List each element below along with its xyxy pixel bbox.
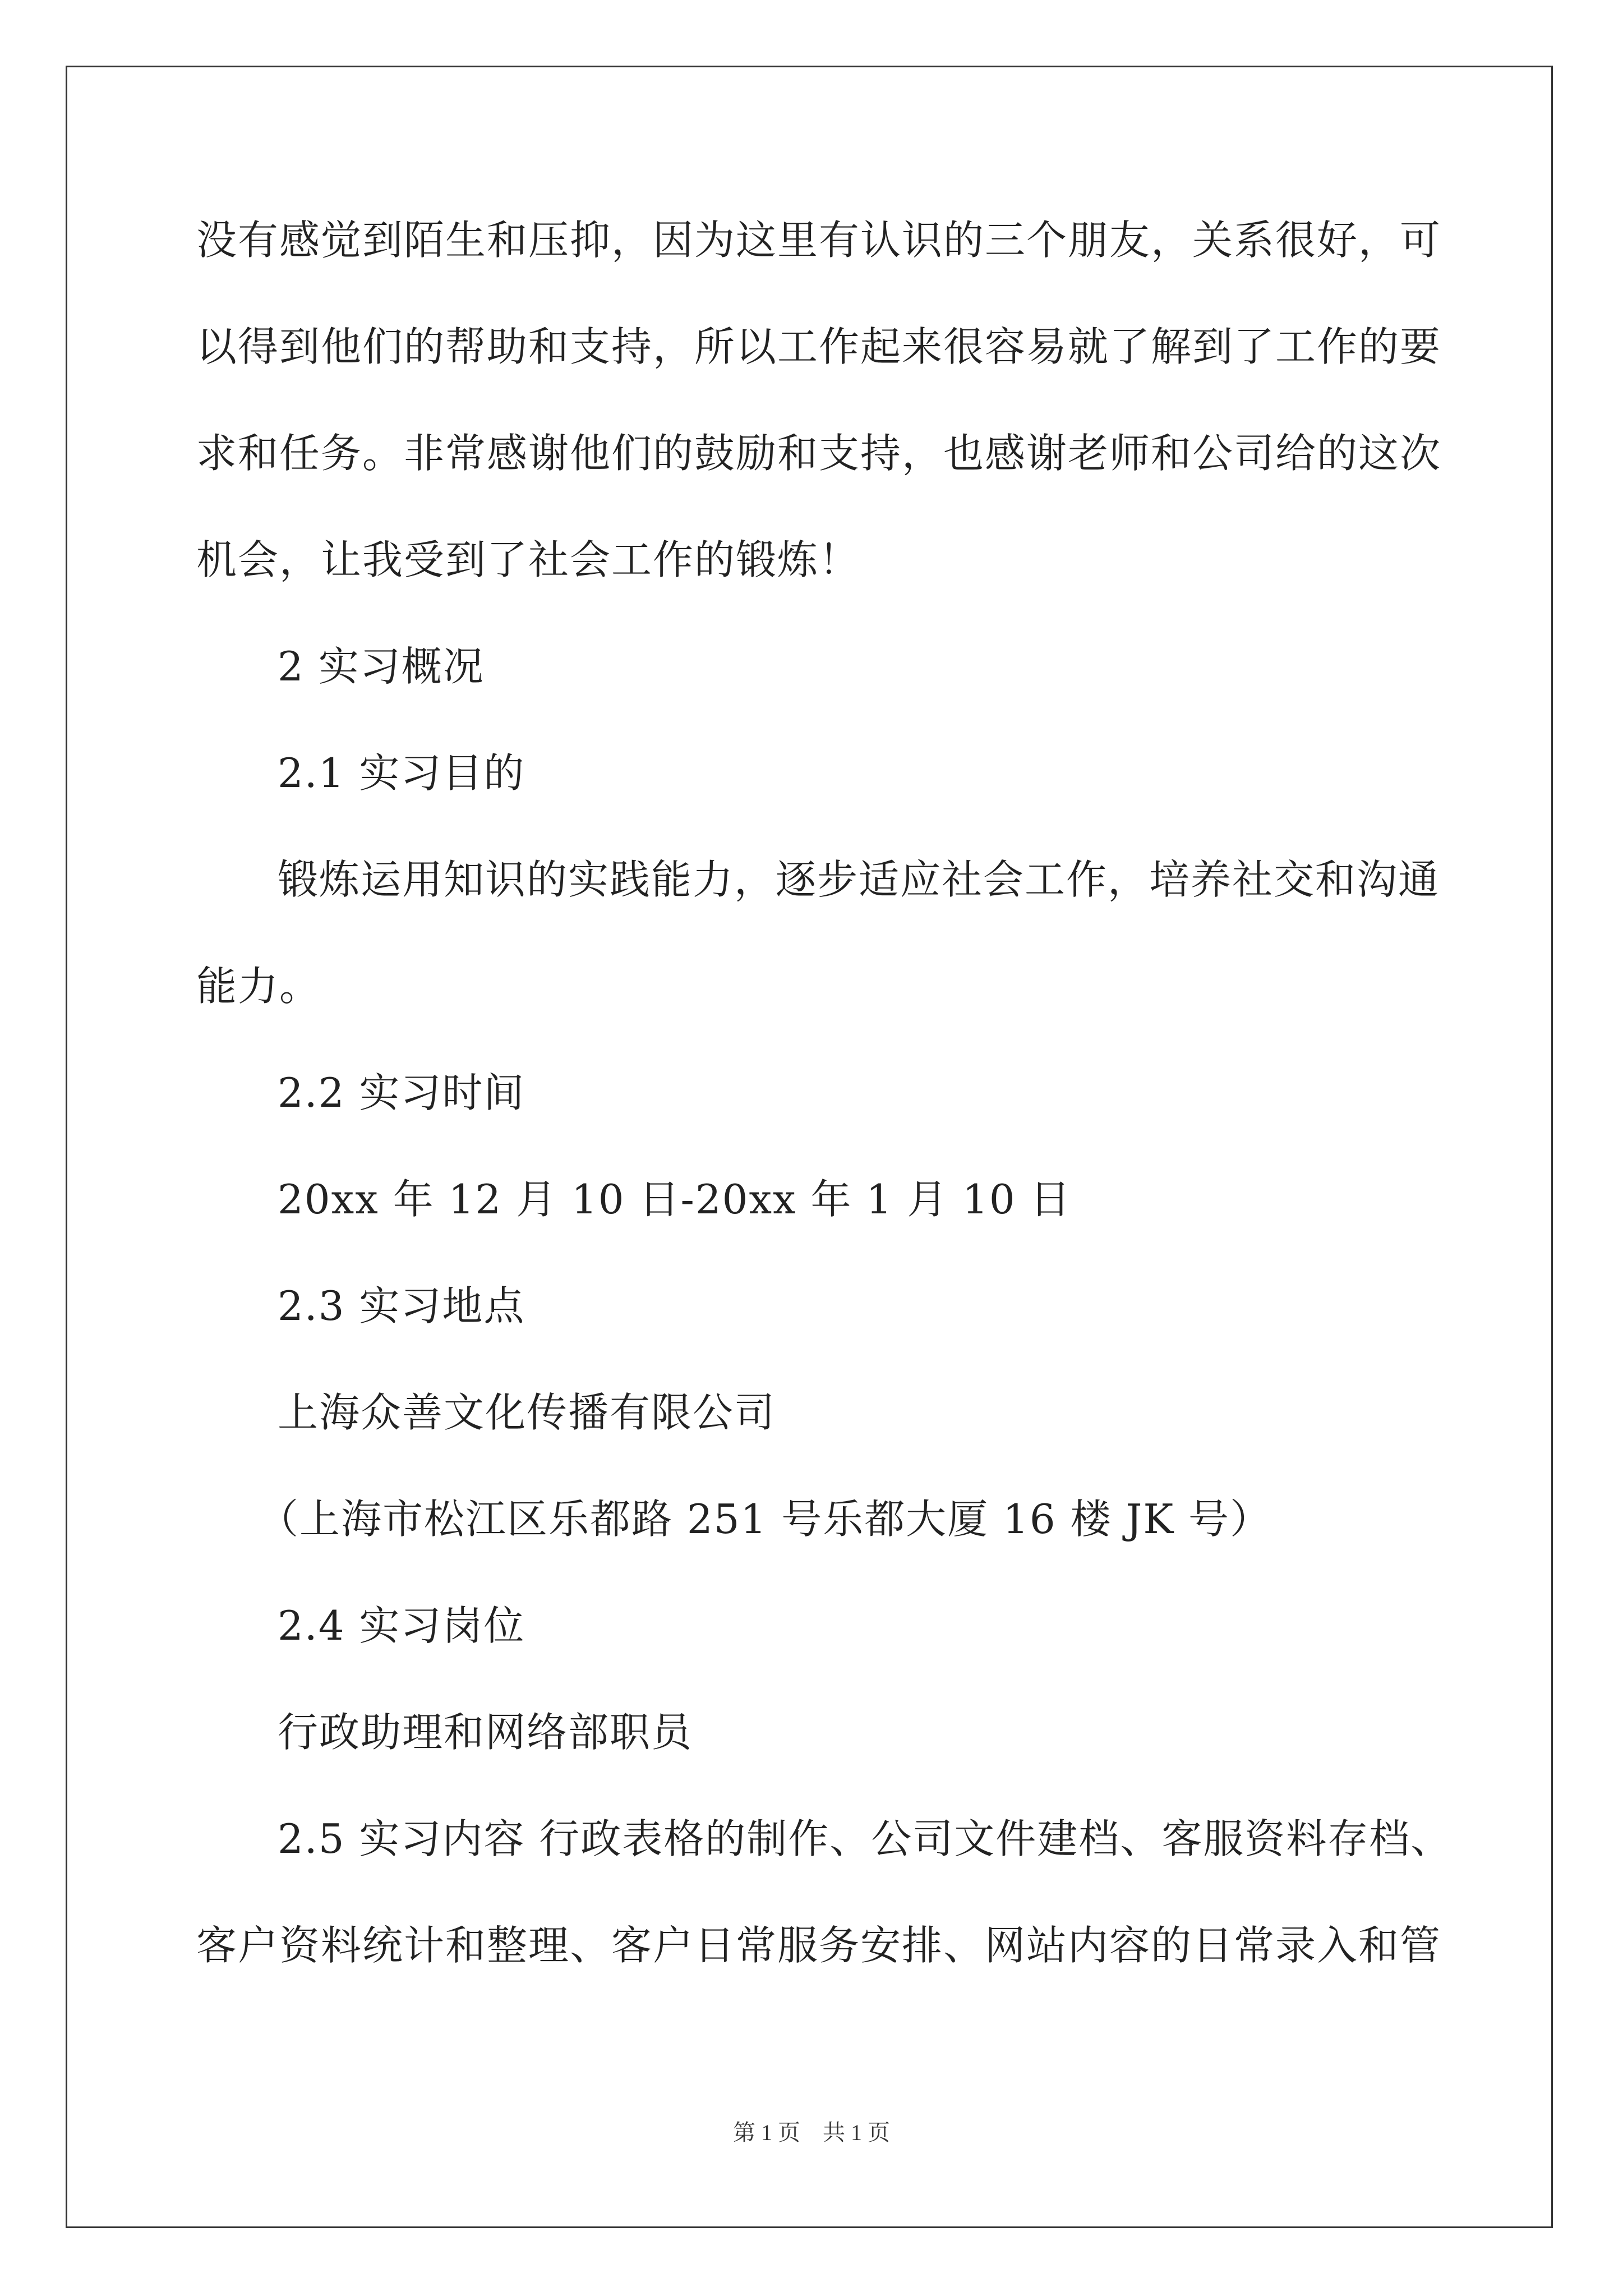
intro-line-4: 机会，让我受到了社会工作的锻炼！ bbox=[196, 536, 861, 583]
section-2-1-heading: 2.1 实习目的 bbox=[278, 749, 525, 797]
section-2-4-text: 行政助理和网络部职员 bbox=[278, 1709, 693, 1756]
page-footer: 第 1 页 共 1 页 bbox=[733, 2120, 890, 2145]
company-address: （上海市松江区乐都路 251 号乐都大厦 16 楼 JK 号） bbox=[258, 1496, 1272, 1543]
section-2-heading: 2 实习概况 bbox=[278, 643, 485, 690]
section-2-2-text: 20xx 年 12 月 10 日-20xx 年 1 月 10 日 bbox=[278, 1176, 1072, 1223]
page-border bbox=[66, 66, 1553, 2228]
section-2-5-line-1: 2.5 实习内容 行政表格的制作、公司文件建档、客服资料存档、 bbox=[278, 1815, 1453, 1862]
section-2-3-heading: 2.3 实习地点 bbox=[278, 1282, 525, 1329]
section-2-5-line-2: 客户资料统计和整理、客户日常服务安排、网站内容的日常录入和管 bbox=[196, 1922, 1442, 1969]
section-2-1-line-2: 能力。 bbox=[196, 963, 321, 1010]
intro-line-1: 没有感觉到陌生和压抑，因为这里有认识的三个朋友，关系很好，可 bbox=[196, 217, 1442, 264]
section-2-1-line-1: 锻炼运用知识的实践能力，逐步适应社会工作，培养社交和沟通 bbox=[278, 856, 1440, 903]
section-2-4-heading: 2.4 实习岗位 bbox=[278, 1602, 525, 1649]
intro-line-2: 以得到他们的帮助和支持，所以工作起来很容易就了解到了工作的要 bbox=[196, 323, 1442, 370]
intro-line-3: 求和任务。非常感谢他们的鼓励和支持，也感谢老师和公司给的这次 bbox=[196, 430, 1442, 477]
section-2-2-heading: 2.2 实习时间 bbox=[278, 1069, 525, 1116]
company-name: 上海众善文化传播有限公司 bbox=[278, 1389, 776, 1436]
